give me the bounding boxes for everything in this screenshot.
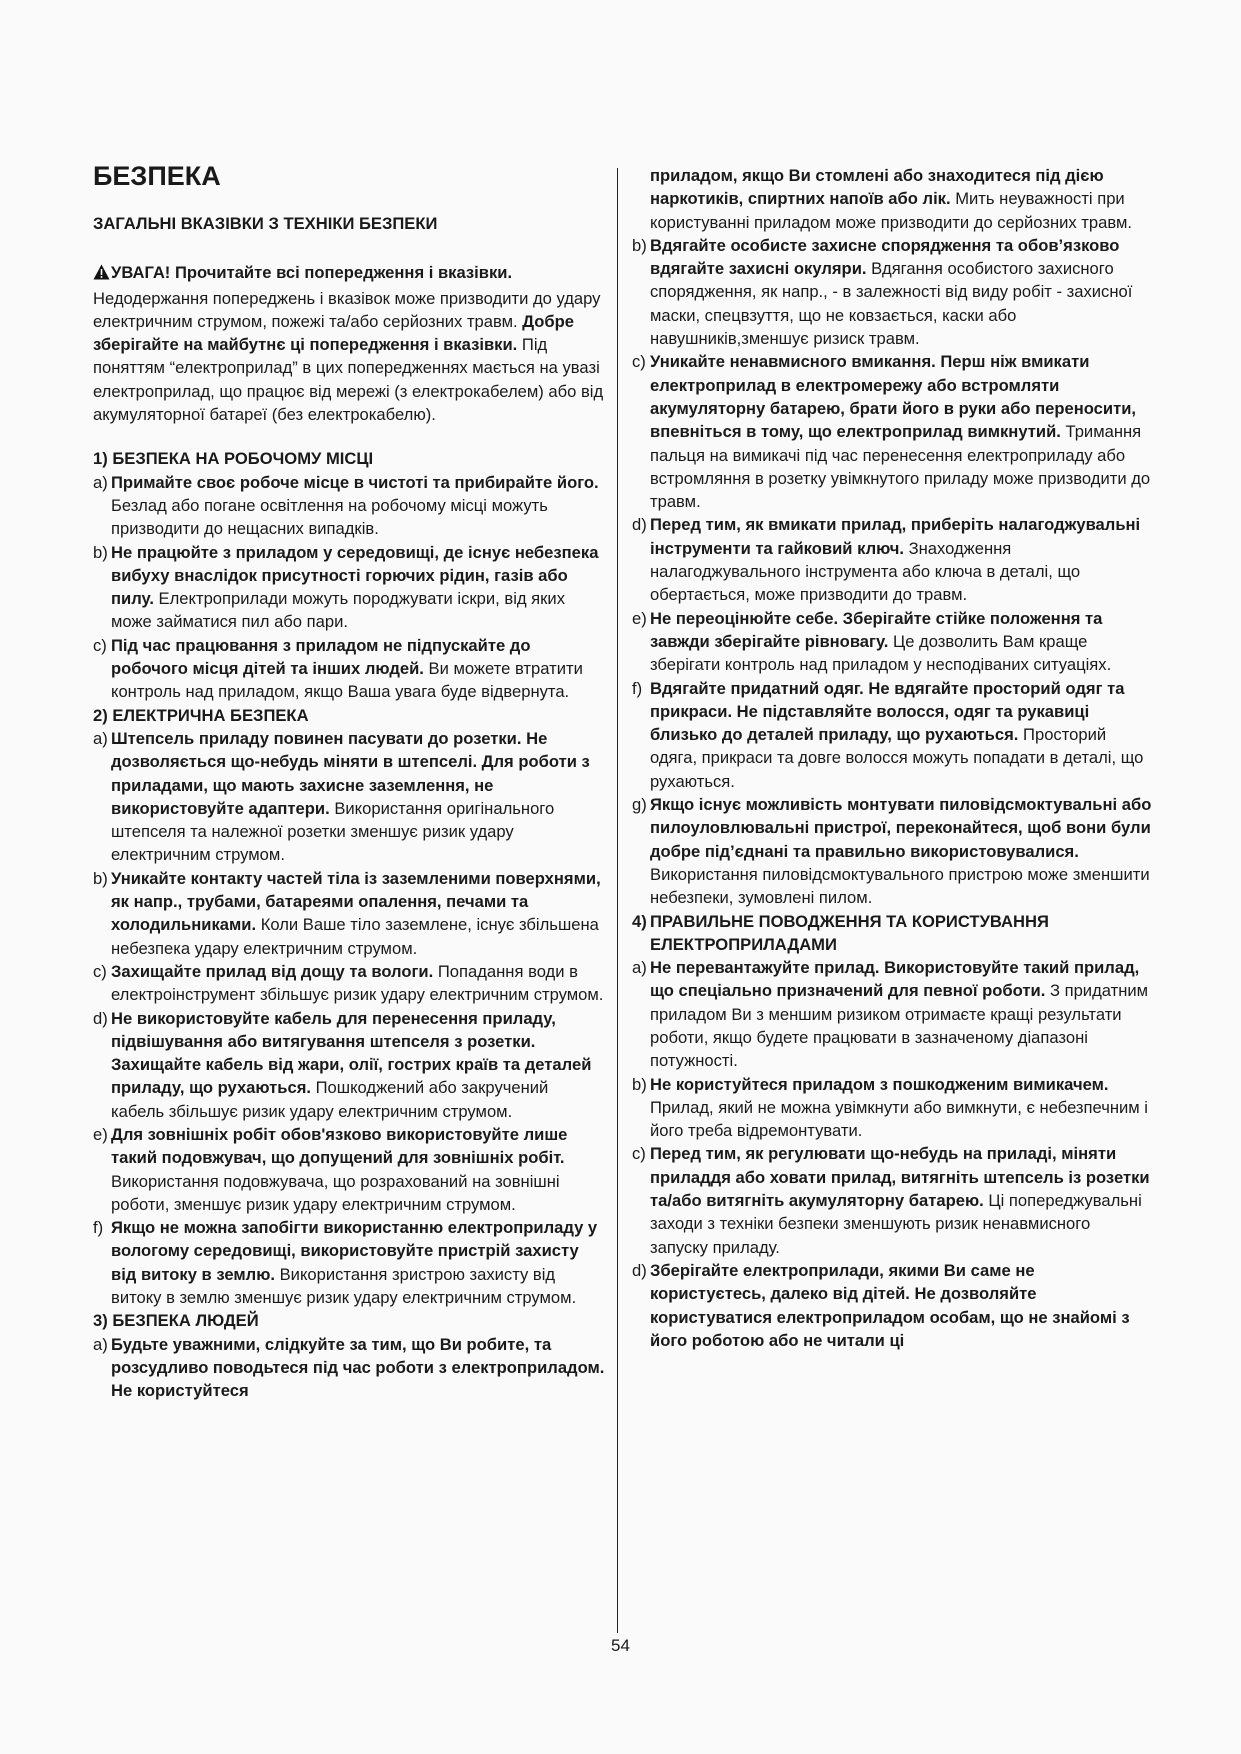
left-column — [93, 160, 605, 1403]
column-divider — [617, 168, 618, 1633]
warning-bold-1: УВАГА! Прочитайте всі попередження і вказівки. — [111, 263, 513, 283]
item-bold: Для зовнішніх робіт обов'язково використовуйте лише такий подовжувач, що допущений для зовнішніх робіт. — [111, 1124, 568, 1168]
item-label: b) — [93, 542, 108, 562]
item-text: Мить неуважності при користуванні приладом може призводити до серйозних травм. — [650, 189, 1133, 232]
s2-item-b — [93, 867, 605, 960]
item-label: d) — [93, 1008, 108, 1028]
item-label: f) — [632, 678, 643, 698]
item-text: Вдягання особистого захисного спорядження, як напр., - в залежності від виду робіт - захисної маски, спецвзуття, що не ковзається, каски або навушників,зменшує ризиск травм. — [650, 259, 1133, 349]
s3-item-f — [632, 677, 1152, 793]
item-bold: Будьте уважними, слідкуйте за тим, що Ви робите, та розсудливо поводьтеся під час роботи з електроприладом. Не користуйтеся — [111, 1334, 605, 1401]
s3-item-c — [632, 350, 1152, 513]
item-text: Знаходження налагоджувального інструмента або ключа в деталі, що обертається, може призводити до травм. — [650, 538, 1081, 605]
item-label: c) — [93, 635, 107, 655]
item-text: Використання зристрою захисту від витоку в землю зменшує ризик удару електричним струмом. — [111, 1264, 577, 1308]
item-bold: Не використовуйте кабель для перенесення приладу, підвішування або витягування штепселя з розетки. Захищайте кабель від жари, олії, гострих країв та деталей приладу, що рухаються. — [111, 1008, 592, 1098]
item-text: Прилад, який не можна увімкнути або вимкнути, є небезпечним і його треба відремонтувати. — [650, 1097, 1148, 1141]
s3-item-a-continued — [632, 164, 1152, 234]
item-label: c) — [93, 961, 107, 981]
warning-text-1: Недодержання попереджень і вказівок може призводити до удару електричним струмом, пожежі та/або серйозних травм. — [93, 288, 601, 331]
item-text: Безлад або погане освітлення на робочому місці можуть призводити до нещасних випадків. — [111, 495, 548, 539]
s3-item-e — [632, 607, 1152, 677]
item-bold: Не працюйте з приладом у середовищі, де існує небезпека вибуху внаслідок присутності горючих рідин, газів або пилу. — [111, 542, 599, 609]
item-bold: Під час працювання з приладом не підпускайте до робочого місця дітей та інших людей. — [111, 635, 531, 679]
item-label: a) — [93, 1334, 108, 1354]
section-2-heading: 2) ЕЛЕКТРИЧНА БЕЗПЕКА — [93, 705, 309, 725]
s2-item-a — [93, 727, 605, 867]
item-bold: Якщо не можна запобігти використанню електроприладу у вологому середовищі, використовуйте пристрій захисту від витоку в землю. — [111, 1218, 598, 1284]
item-label: d) — [632, 1260, 647, 1280]
item-bold: Перед тим, як регулювати що-небудь на приладі, міняти приладдя або ховати прилад, витягніть штепсель із розетки та/або витягніть акумуляторну батарею. — [650, 1144, 1150, 1211]
item-bold: Вдягайте особисте захисне спорядження та обов’язково вдягайте захисні окуляри. — [650, 235, 1120, 279]
item-text: Використання подовжувача, що розрахований на зовнішні роботи, зменшує ризик удару електричним струмом. — [111, 1171, 560, 1214]
right-column — [632, 164, 1152, 1352]
s4-item-c — [632, 1142, 1152, 1258]
item-bold: Зберігайте електроприлади, якими Ви саме не користуєтесь, далеко від дітей. Не дозволяйте користуватися електроприладом особам, що не знайомі з його роботою або не читали ці — [650, 1260, 1130, 1350]
section-title: ПРАВИЛЬНЕ ПОВОДЖЕННЯ ТА КОРИСТУВАННЯ ЕЛЕКТРОПРИЛАДАМИ — [650, 911, 1049, 954]
item-bold: Не користуйтеся приладом з пошкодженим вимикачем. — [650, 1074, 1109, 1094]
s2-item-c — [93, 960, 605, 1007]
item-label: e) — [93, 1124, 108, 1144]
item-text: Використання пиловідсмоктувального пристрою може зменшити небезпеки, зумовлені пилом. — [650, 864, 1150, 908]
section-subtitle: ЗАГАЛЬНІ ВКАЗІВКИ З ТЕХНІКИ БЕЗПЕКИ — [93, 214, 438, 233]
item-text: Це дозволить Вам краще зберігати контроль над приладом у несподіваних ситуаціях. — [650, 631, 1112, 675]
s4-item-a — [632, 956, 1152, 1072]
section-1-heading: 1) БЕЗПЕКА НА РОБОЧОМУ МІСЦІ — [93, 449, 374, 469]
item-label: a) — [93, 728, 108, 748]
item-bold: Перед тим, як вмикати прилад, приберіть налагоджувальні інструменти та гайковий ключ. — [650, 515, 1141, 558]
item-label: d) — [632, 515, 647, 535]
item-bold: Якщо існує можливість монтувати пиловідсмоктувальні або пилоуловлювальні пристрої, переконайтеся, щоб вони були добре під’єднані та правильно використовувалися. — [650, 795, 1152, 861]
s1-item-c — [93, 634, 605, 704]
s3-item-a-start — [93, 1333, 605, 1403]
item-text: Коли Ваше тіло заземлене, існує збільшена небезпека удару електричним струмом. — [111, 915, 599, 958]
item-label: a) — [93, 472, 108, 492]
s1-item-a — [93, 471, 605, 541]
item-bold: Примайте своє робоче місце в чистоті та прибирайте його. — [111, 472, 599, 492]
item-label: a) — [632, 958, 647, 978]
warning-triangle-icon — [93, 263, 110, 286]
s2-item-f — [93, 1216, 605, 1309]
item-bold: Штепсель приладу повинен пасувати до розетки. Не дозволяється що-небудь міняти в штепселі. Для роботи з приладами, що мають захисне заземлення, не використовуйте адаптери. — [111, 728, 590, 818]
item-bold: Не перевантажуйте прилад. Використовуйте такий прилад, що спеціально призначений для певної роботи. — [650, 958, 1140, 1001]
s2-item-e — [93, 1123, 605, 1216]
s3-item-b — [632, 234, 1152, 350]
item-label: e) — [632, 608, 647, 628]
item-label: b) — [632, 1074, 647, 1094]
page-number: 54 — [611, 1636, 630, 1655]
item-bold: Не переоцінюйте себе. Зберігайте стійке положення та завжди зберігайте рівновагу. — [650, 608, 1103, 651]
item-bold: Захищайте прилад від дощу та вологи. — [111, 961, 434, 981]
s3-item-g — [632, 793, 1152, 909]
s4-item-d — [632, 1259, 1152, 1352]
section-label: 4) — [632, 911, 647, 931]
item-label: f) — [93, 1218, 104, 1238]
item-bold: Уникайте контакту частей тіла із заземленими поверхнями, як напр., трубами, батареями опалення, печами та холодильниками. — [111, 868, 601, 935]
warning-bold-2: Добре зберігайте на майбутнє ці попередження і вказівки. — [93, 311, 575, 355]
s4-item-b — [632, 1073, 1152, 1143]
item-text: Ці попереджувальні заходи з техніки безпеки зменшують ризик ненавмисного запуску приладу. — [650, 1191, 1142, 1257]
section-3-heading: 3) БЕЗПЕКА ЛЮДЕЙ — [93, 1311, 259, 1331]
item-text: Використання оригінального штепселя та належної розетки зменшує ризик удару електричним струмом. — [111, 798, 555, 865]
section-4-heading — [632, 910, 1152, 957]
item-label: g) — [632, 795, 647, 815]
s3-item-d — [632, 513, 1152, 606]
item-bold: Уникайте ненавмисного вмикання. Перш ніж вмикати електроприлад в електромережу або встромляти акумуляторну батарею, брати його в руки або переносити, впевніться в тому, що електроприлад вимкнутий. — [650, 352, 1137, 442]
item-text: Просторий одяга, прикраси та довге волосся можуть попадати в деталі, що рухаються. — [650, 725, 1144, 791]
item-text: Пошкоджений або закручений кабель збільшує ризик удару електричним струмом. — [111, 1078, 549, 1121]
item-label: b) — [93, 868, 108, 888]
item-label: b) — [632, 235, 647, 255]
warning-paragraph — [93, 261, 605, 426]
s1-item-b — [93, 541, 605, 634]
item-bold: Вдягайте придатний одяг. Не вдягайте просторий одяг та прикраси. Не підставляйте волосся, одяг та рукавиці близько до деталей приладу, що рухаються. — [650, 678, 1125, 745]
page-title: БЕЗПЕКА — [93, 161, 221, 191]
item-text: Попадання води в електроінструмент збільшує ризик удару електричним струмом. — [111, 961, 604, 1005]
item-text: Тримання пальця на вимикачі під час перенесення електроприладу або встромляння в розетку увімкнутого приладу може призводити до травм. — [650, 422, 1151, 512]
item-label: c) — [632, 352, 646, 372]
item-text: З придатним приладом Ви з меншим ризиком отримаєте кращі результати роботи, якщо будете працювати в зазначеному діапазоні потужності. — [650, 981, 1149, 1071]
warning-text-2: Під поняттям “електроприлад” в цих попередженнях мається на увазі електроприлад, що працює від мережі (з електрокабелем) або від акумуляторної батареї (без електрокабелю). — [93, 335, 604, 425]
item-text: Ви можете втратити контроль над приладом, якщо Ваша увага буде відвернута. — [111, 659, 583, 702]
item-label: c) — [632, 1144, 646, 1164]
item-bold: приладом, якщо Ви стомлені або знаходитеся під дією наркотиків, спиртних напоїв або лік. — [650, 166, 1104, 209]
s2-item-d — [93, 1007, 605, 1123]
item-text: Електроприлади можуть породжувати іскри, від яких може займатися пил або пари. — [111, 589, 565, 632]
